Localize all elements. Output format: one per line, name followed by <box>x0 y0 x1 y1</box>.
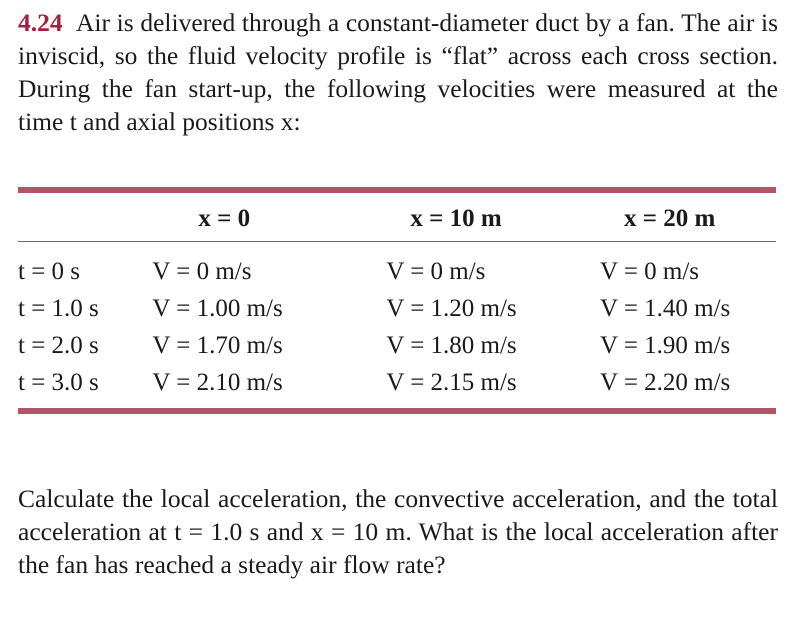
table-row <box>18 241 776 290</box>
velocity-cell: V = 2.20 m/s <box>599 368 731 396</box>
table-bottom-rule <box>18 408 776 414</box>
time-cell: t = 0 s <box>18 257 81 285</box>
velocity-cell: V = 0 m/s <box>386 257 486 285</box>
velocity-cell: V = 0 m/s <box>599 257 700 285</box>
problem-question: Calculate the local acceleration, the convective acceleration, and the total acceleration at t = 1.0 s and x = 10 m. What is the local acceleration after the fan has reached a steady air flow rate? <box>18 484 778 579</box>
velocity-cell: V = 1.40 m/s <box>599 294 731 322</box>
header-cell-x10: x = 10 m <box>410 205 502 232</box>
time-cell: t = 2.0 s <box>18 331 99 359</box>
velocity-cell: V = 2.10 m/s <box>152 368 283 396</box>
table-row <box>18 290 776 327</box>
table-row <box>18 327 776 364</box>
velocity-cell: V = 1.90 m/s <box>599 331 731 359</box>
velocity-cell: V = 1.00 m/s <box>152 294 283 322</box>
problem-intro-text: Air is delivered through a constant-diameter duct by a fan. The air is inviscid, so the fluid velocity profile is “flat” across each cross section. During the fan start-up, the following velocities were measured at the time t and axial positions x: <box>18 8 778 136</box>
velocity-cell: V = 2.15 m/s <box>386 368 517 396</box>
velocity-table <box>18 197 776 401</box>
header-cell-x20: x = 20 m <box>623 205 716 232</box>
velocity-cell: V = 1.80 m/s <box>386 331 517 359</box>
velocity-cell: V = 1.70 m/s <box>152 331 283 359</box>
velocity-cell: V = 0 m/s <box>152 257 252 285</box>
time-cell: t = 1.0 s <box>18 294 99 322</box>
table-header-row <box>18 197 776 241</box>
time-cell: t = 3.0 s <box>18 368 99 396</box>
table-top-rule <box>18 187 776 193</box>
table-row <box>18 364 776 401</box>
header-cell-x0: x = 0 <box>198 205 251 232</box>
problem-number: 4.24 <box>18 8 63 37</box>
header-cell-empty <box>18 197 152 241</box>
problem-statement <box>18 6 778 138</box>
velocity-cell: V = 1.20 m/s <box>386 294 517 322</box>
